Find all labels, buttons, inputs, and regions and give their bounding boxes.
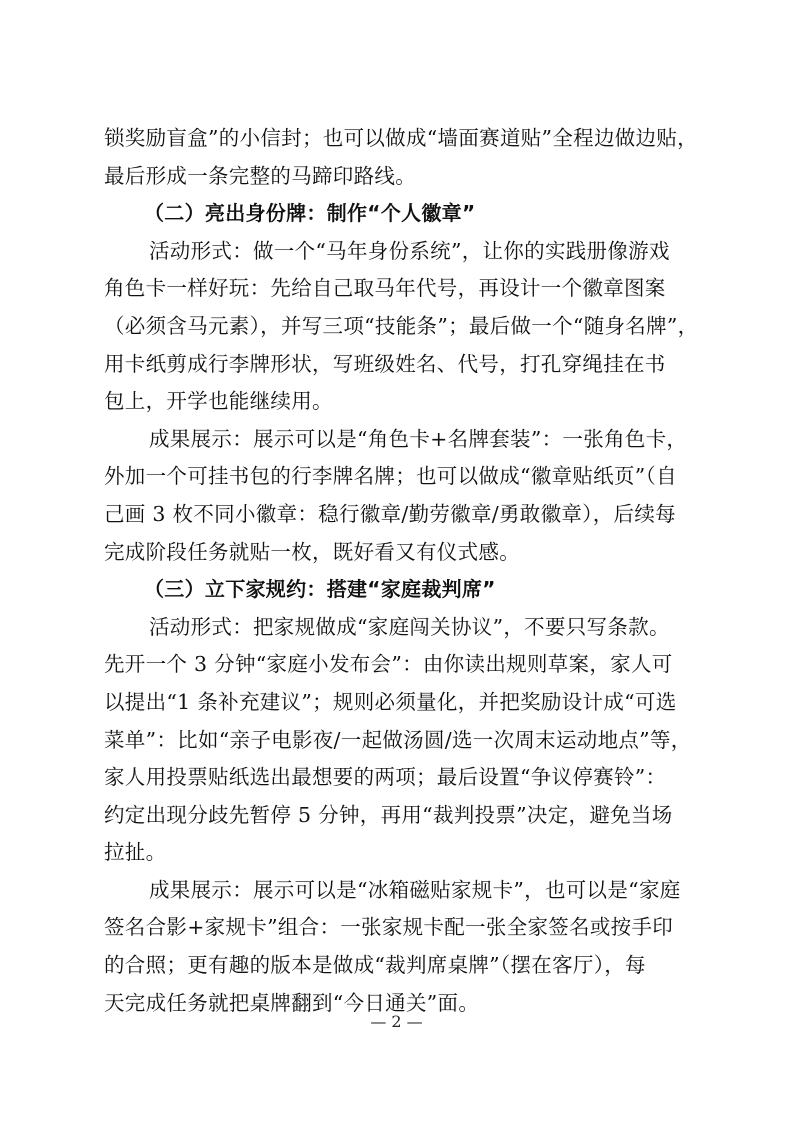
- paragraph-line: 家人用投票贴纸选出最想要的两项；最后设置“争议停赛铃”：: [104, 765, 667, 790]
- paragraph-line: 签名合影+家规卡”组合：一张家规卡配一张全家签名或按手印: [104, 915, 674, 940]
- section-heading-3: （三）立下家规约：搭建“家庭裁判席”: [144, 577, 496, 602]
- paragraph-line: 拉扯。: [104, 840, 167, 865]
- paragraph-line: 成果展示：展示可以是“角色卡+名牌套装”：一张角色卡，: [149, 426, 688, 451]
- paragraph-line: 外加一个可挂书包的行李牌名牌；也可以做成“徽章贴纸页”（自: [104, 464, 677, 489]
- paragraph-line: 菜单”：比如“亲子电影夜/一起做汤圆/选一次周末运动地点”等，: [104, 727, 692, 752]
- paragraph-line: 约定出现分歧先暂停 5 分钟，再用“裁判投票”决定，避免当场: [104, 802, 673, 827]
- document-body: [104, 120, 699, 1022]
- paragraph-line: 己画 3 枚不同小徽章：稳行徽章/勤劳徽章/勇敢徽章），后续每: [104, 501, 676, 526]
- paragraph-line: 角色卡一样好玩：先给自己取马年代号，再设计一个徽章图案: [104, 276, 666, 301]
- paragraph-line: 完成阶段任务就贴一枚，既好看又有仪式感。: [104, 539, 520, 564]
- page-number: — 2 —: [370, 1012, 423, 1031]
- paragraph-line: 最后形成一条完整的马蹄印路线。: [104, 163, 416, 188]
- paragraph-line: 活动形式：做一个“马年身份系统”，让你的实践册像游戏: [149, 238, 670, 263]
- paragraph-line: 用卡纸剪成行李牌形状，写班级姓名、代号，打孔穿绳挂在书: [104, 351, 666, 376]
- paragraph-line: 以提出“1 条补充建议”；规则必须量化，并把奖励设计成“可选: [104, 689, 677, 714]
- paragraph-line: 包上，开学也能继续用。: [104, 389, 333, 414]
- paragraph-line: 成果展示：展示可以是“冰箱磁贴家规卡”，也可以是“家庭: [149, 877, 681, 902]
- paragraph-line: 先开一个 3 分钟“家庭小发布会”：由你读出规则草案，家人可: [104, 652, 673, 677]
- paragraph-line: 活动形式：把家规做成“家庭闯关协议”，不要只写条款。: [149, 614, 670, 639]
- paragraph-line: 天完成任务就把桌牌翻到“今日通关”面。: [104, 990, 480, 1015]
- section-heading-2: （二）亮出身份牌：制作“个人徽章”: [144, 201, 476, 226]
- paragraph-line: 的合照；更有趣的版本是做成“裁判席桌牌”（摆在客厅），每: [104, 953, 646, 978]
- paragraph-line: （必须含马元素），并写三项“技能条”；最后做一个“随身名牌”，: [104, 313, 699, 338]
- paragraph-line: 锁奖励盲盒”的小信封；也可以做成“墙面赛道贴”全程边做边贴，: [104, 126, 698, 150]
